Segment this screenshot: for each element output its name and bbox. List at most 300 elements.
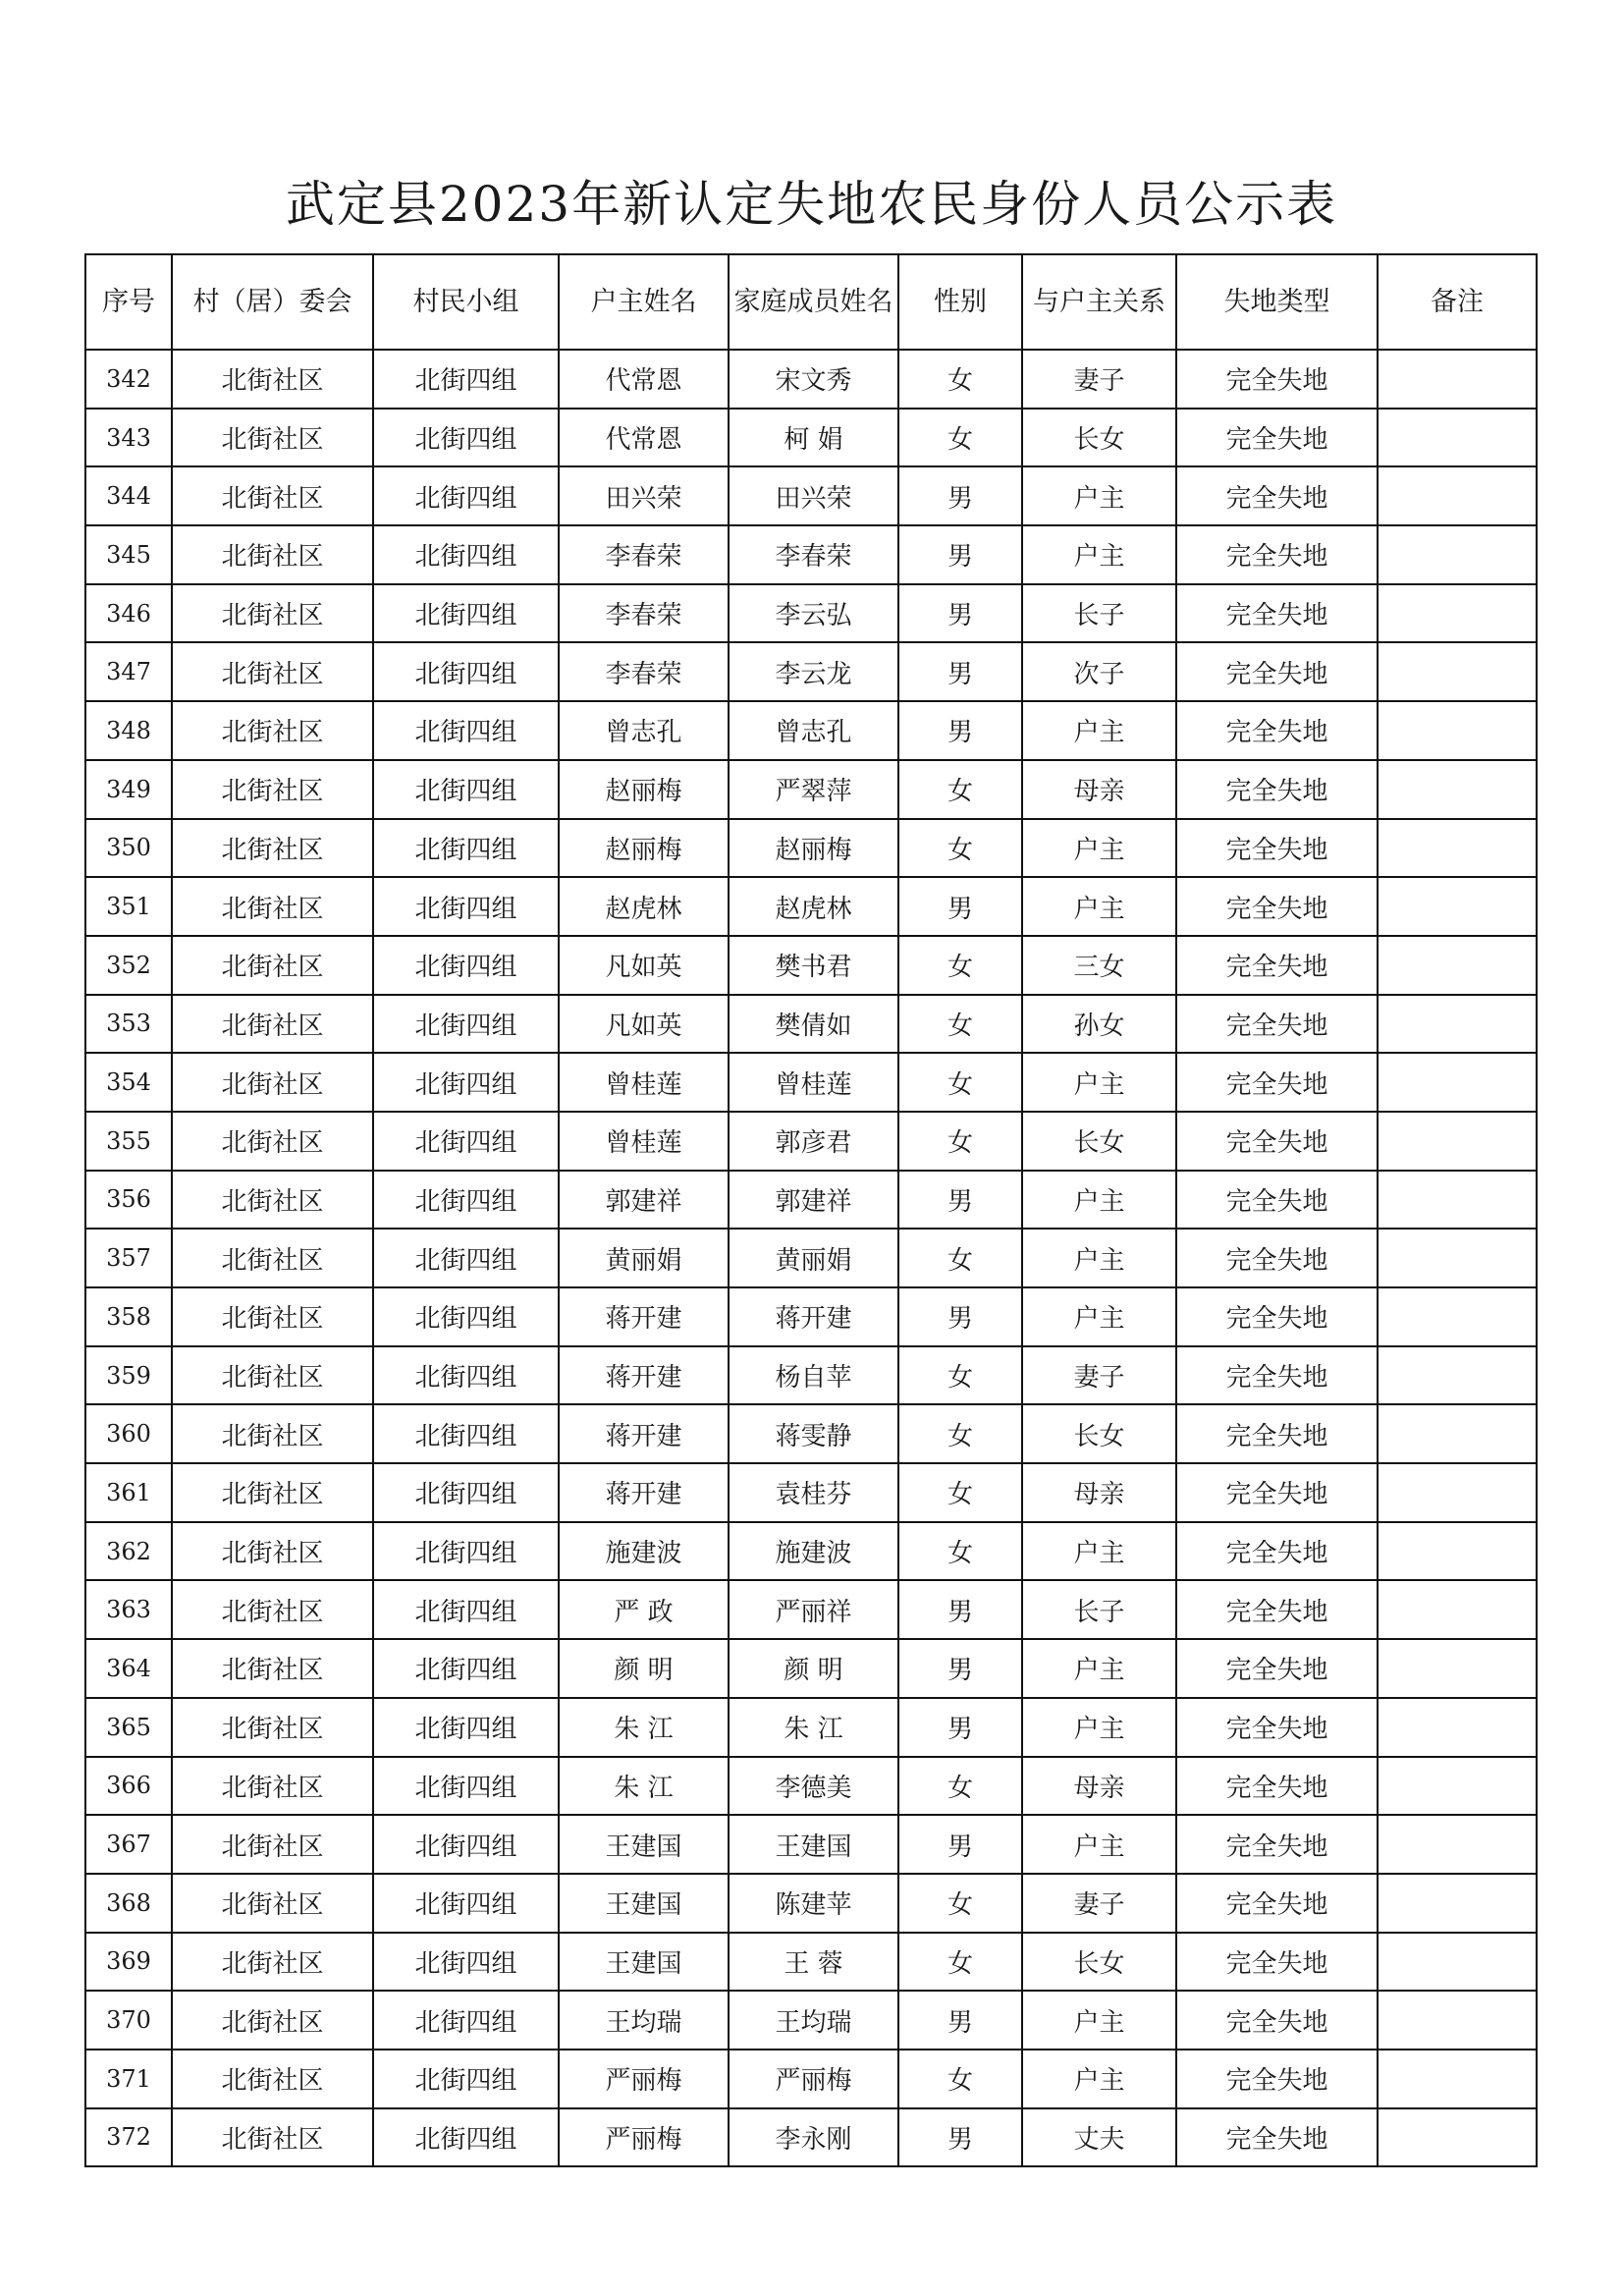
cell-member: 朱 江	[729, 1698, 898, 1757]
cell-land-type: 完全失地	[1176, 1991, 1378, 2050]
cell-relation: 户主	[1022, 1171, 1176, 1230]
cell-village: 北街社区	[172, 1171, 373, 1230]
cell-member: 樊倩如	[729, 995, 898, 1054]
cell-head: 王建国	[559, 1815, 729, 1874]
cell-relation: 户主	[1022, 1815, 1176, 1874]
cell-head: 朱 江	[559, 1757, 729, 1816]
cell-member: 赵虎林	[729, 877, 898, 936]
cell-note	[1378, 1112, 1537, 1171]
cell-village: 北街社区	[172, 1991, 373, 2050]
cell-member: 李云龙	[729, 642, 898, 701]
cell-land-type: 完全失地	[1176, 1698, 1378, 1757]
cell-note	[1378, 1522, 1537, 1581]
cell-village: 北街社区	[172, 584, 373, 643]
cell-relation: 户主	[1022, 877, 1176, 936]
cell-seq: 364	[85, 1639, 172, 1698]
cell-member: 黄丽娟	[729, 1229, 898, 1287]
cell-group: 北街四组	[373, 1639, 559, 1698]
cell-relation: 次子	[1022, 642, 1176, 701]
table-row	[85, 1053, 1537, 1112]
cell-gender: 男	[898, 584, 1022, 643]
table-row	[85, 1580, 1537, 1639]
cell-member: 蒋雯静	[729, 1404, 898, 1463]
cell-seq: 367	[85, 1815, 172, 1874]
cell-seq: 351	[85, 877, 172, 936]
cell-seq: 360	[85, 1404, 172, 1463]
cell-gender: 女	[898, 409, 1022, 467]
cell-seq: 346	[85, 584, 172, 643]
cell-member: 王建国	[729, 1815, 898, 1874]
cell-gender: 女	[898, 2050, 1022, 2108]
header-row	[85, 254, 1537, 350]
cell-relation: 长女	[1022, 1404, 1176, 1463]
cell-member: 曾志孔	[729, 701, 898, 760]
cell-group: 北街四组	[373, 409, 559, 467]
cell-seq: 345	[85, 525, 172, 584]
cell-relation: 户主	[1022, 1229, 1176, 1287]
cell-village: 北街社区	[172, 1639, 373, 1698]
cell-note	[1378, 760, 1537, 819]
cell-note	[1378, 2050, 1537, 2108]
cell-gender: 男	[898, 642, 1022, 701]
cell-group: 北街四组	[373, 525, 559, 584]
cell-seq: 365	[85, 1698, 172, 1757]
table-row	[85, 1463, 1537, 1522]
cell-head: 严丽梅	[559, 2050, 729, 2108]
cell-seq: 357	[85, 1229, 172, 1287]
cell-head: 蒋开建	[559, 1287, 729, 1346]
cell-land-type: 完全失地	[1176, 1639, 1378, 1698]
cell-note	[1378, 409, 1537, 467]
cell-land-type: 完全失地	[1176, 2108, 1378, 2167]
table-row	[85, 1757, 1537, 1816]
table-row	[85, 642, 1537, 701]
cell-land-type: 完全失地	[1176, 409, 1378, 467]
cell-note	[1378, 2108, 1537, 2167]
cell-gender: 男	[898, 877, 1022, 936]
cell-head: 王建国	[559, 1933, 729, 1992]
cell-member: 柯 娟	[729, 409, 898, 467]
cell-gender: 女	[898, 995, 1022, 1054]
cell-note	[1378, 877, 1537, 936]
cell-head: 施建波	[559, 1522, 729, 1581]
cell-village: 北街社区	[172, 1112, 373, 1171]
cell-village: 北街社区	[172, 701, 373, 760]
cell-relation: 户主	[1022, 1287, 1176, 1346]
cell-note	[1378, 1874, 1537, 1933]
cell-relation: 长女	[1022, 409, 1176, 467]
table-row	[85, 995, 1537, 1054]
cell-head: 李春荣	[559, 584, 729, 643]
cell-note	[1378, 1171, 1537, 1230]
cell-village: 北街社区	[172, 819, 373, 878]
cell-gender: 男	[898, 525, 1022, 584]
cell-relation: 户主	[1022, 701, 1176, 760]
cell-seq: 355	[85, 1112, 172, 1171]
cell-group: 北街四组	[373, 2050, 559, 2108]
cell-group: 北街四组	[373, 819, 559, 878]
cell-seq: 362	[85, 1522, 172, 1581]
cell-seq: 354	[85, 1053, 172, 1112]
cell-member: 袁桂芬	[729, 1463, 898, 1522]
cell-village: 北街社区	[172, 409, 373, 467]
cell-village: 北街社区	[172, 1053, 373, 1112]
cell-seq: 353	[85, 995, 172, 1054]
cell-group: 北街四组	[373, 1580, 559, 1639]
cell-seq: 370	[85, 1991, 172, 2050]
cell-gender: 男	[898, 1815, 1022, 1874]
cell-note	[1378, 1404, 1537, 1463]
cell-group: 北街四组	[373, 995, 559, 1054]
cell-member: 王均瑞	[729, 1991, 898, 2050]
cell-note	[1378, 1053, 1537, 1112]
cell-head: 王均瑞	[559, 1991, 729, 2050]
cell-land-type: 完全失地	[1176, 936, 1378, 995]
cell-relation: 妻子	[1022, 350, 1176, 409]
table-row	[85, 1815, 1537, 1874]
cell-group: 北街四组	[373, 466, 559, 525]
cell-seq: 356	[85, 1171, 172, 1230]
cell-group: 北街四组	[373, 1229, 559, 1287]
cell-seq: 366	[85, 1757, 172, 1816]
cell-relation: 丈夫	[1022, 2108, 1176, 2167]
cell-head: 代常恩	[559, 350, 729, 409]
cell-gender: 男	[898, 1991, 1022, 2050]
cell-village: 北街社区	[172, 1522, 373, 1581]
cell-land-type: 完全失地	[1176, 1112, 1378, 1171]
cell-relation: 户主	[1022, 1991, 1176, 2050]
cell-land-type: 完全失地	[1176, 1287, 1378, 1346]
header-member: 家庭成员姓名	[729, 254, 898, 350]
cell-group: 北街四组	[373, 1287, 559, 1346]
cell-village: 北街社区	[172, 2050, 373, 2108]
cell-member: 严丽梅	[729, 2050, 898, 2108]
cell-relation: 长子	[1022, 1580, 1176, 1639]
cell-gender: 男	[898, 1287, 1022, 1346]
cell-land-type: 完全失地	[1176, 350, 1378, 409]
table-row	[85, 936, 1537, 995]
cell-note	[1378, 936, 1537, 995]
cell-relation: 母亲	[1022, 760, 1176, 819]
cell-group: 北街四组	[373, 1112, 559, 1171]
table-row	[85, 1991, 1537, 2050]
cell-land-type: 完全失地	[1176, 1522, 1378, 1581]
cell-land-type: 完全失地	[1176, 584, 1378, 643]
cell-relation: 户主	[1022, 819, 1176, 878]
table-row	[85, 1112, 1537, 1171]
cell-relation: 妻子	[1022, 1874, 1176, 1933]
table-row	[85, 1933, 1537, 1992]
cell-head: 严丽梅	[559, 2108, 729, 2167]
header-land-type: 失地类型	[1176, 254, 1378, 350]
cell-land-type: 完全失地	[1176, 1346, 1378, 1405]
cell-relation: 户主	[1022, 1053, 1176, 1112]
cell-relation: 长女	[1022, 1112, 1176, 1171]
cell-seq: 350	[85, 819, 172, 878]
cell-seq: 369	[85, 1933, 172, 1992]
table-row	[85, 1522, 1537, 1581]
cell-seq: 359	[85, 1346, 172, 1405]
cell-land-type: 完全失地	[1176, 760, 1378, 819]
cell-gender: 男	[898, 1639, 1022, 1698]
cell-relation: 孙女	[1022, 995, 1176, 1054]
cell-land-type: 完全失地	[1176, 877, 1378, 936]
cell-seq: 361	[85, 1463, 172, 1522]
cell-head: 郭建祥	[559, 1171, 729, 1230]
cell-seq: 371	[85, 2050, 172, 2108]
cell-group: 北街四组	[373, 1053, 559, 1112]
cell-member: 施建波	[729, 1522, 898, 1581]
cell-relation: 户主	[1022, 1639, 1176, 1698]
cell-head: 赵丽梅	[559, 819, 729, 878]
cell-note	[1378, 1463, 1537, 1522]
table-row	[85, 1698, 1537, 1757]
cell-gender: 男	[898, 1698, 1022, 1757]
cell-village: 北街社区	[172, 466, 373, 525]
cell-relation: 母亲	[1022, 1757, 1176, 1816]
table-row	[85, 584, 1537, 643]
cell-head: 李春荣	[559, 525, 729, 584]
cell-village: 北街社区	[172, 1815, 373, 1874]
header-relation: 与户主关系	[1022, 254, 1176, 350]
cell-gender: 男	[898, 2108, 1022, 2167]
cell-village: 北街社区	[172, 1463, 373, 1522]
roster-table	[84, 253, 1538, 2167]
cell-village: 北街社区	[172, 2108, 373, 2167]
cell-member: 杨自苹	[729, 1346, 898, 1405]
cell-land-type: 完全失地	[1176, 1580, 1378, 1639]
cell-land-type: 完全失地	[1176, 1404, 1378, 1463]
cell-note	[1378, 466, 1537, 525]
table-row	[85, 819, 1537, 878]
cell-member: 王 蓉	[729, 1933, 898, 1992]
cell-seq: 344	[85, 466, 172, 525]
cell-group: 北街四组	[373, 1404, 559, 1463]
cell-land-type: 完全失地	[1176, 1463, 1378, 1522]
cell-head: 颜 明	[559, 1639, 729, 1698]
cell-land-type: 完全失地	[1176, 1933, 1378, 1992]
cell-note	[1378, 1346, 1537, 1405]
cell-member: 李春荣	[729, 525, 898, 584]
table-row	[85, 1229, 1537, 1287]
cell-village: 北街社区	[172, 760, 373, 819]
cell-gender: 女	[898, 1757, 1022, 1816]
cell-land-type: 完全失地	[1176, 995, 1378, 1054]
table-row	[85, 877, 1537, 936]
cell-member: 樊书君	[729, 936, 898, 995]
cell-note	[1378, 701, 1537, 760]
cell-note	[1378, 1639, 1537, 1698]
table-row	[85, 1346, 1537, 1405]
cell-head: 代常恩	[559, 409, 729, 467]
cell-note	[1378, 995, 1537, 1054]
header-village: 村（居）委会	[172, 254, 373, 350]
cell-note	[1378, 1757, 1537, 1816]
cell-gender: 女	[898, 1112, 1022, 1171]
cell-gender: 女	[898, 1874, 1022, 1933]
cell-seq: 349	[85, 760, 172, 819]
cell-land-type: 完全失地	[1176, 1874, 1378, 1933]
cell-member: 宋文秀	[729, 350, 898, 409]
cell-note	[1378, 1815, 1537, 1874]
cell-member: 田兴荣	[729, 466, 898, 525]
cell-seq: 347	[85, 642, 172, 701]
cell-seq: 352	[85, 936, 172, 995]
cell-head: 曾志孔	[559, 701, 729, 760]
cell-group: 北街四组	[373, 1815, 559, 1874]
cell-head: 严 政	[559, 1580, 729, 1639]
cell-village: 北街社区	[172, 1346, 373, 1405]
cell-head: 田兴荣	[559, 466, 729, 525]
cell-seq: 342	[85, 350, 172, 409]
cell-head: 赵丽梅	[559, 760, 729, 819]
table-header	[85, 254, 1537, 350]
cell-head: 赵虎林	[559, 877, 729, 936]
cell-note	[1378, 584, 1537, 643]
cell-member: 陈建苹	[729, 1874, 898, 1933]
cell-head: 朱 江	[559, 1698, 729, 1757]
cell-gender: 女	[898, 819, 1022, 878]
cell-head: 凡如英	[559, 995, 729, 1054]
cell-village: 北街社区	[172, 995, 373, 1054]
cell-group: 北街四组	[373, 2108, 559, 2167]
table-row	[85, 350, 1537, 409]
cell-group: 北街四组	[373, 760, 559, 819]
cell-note	[1378, 1580, 1537, 1639]
table-row	[85, 701, 1537, 760]
cell-relation: 户主	[1022, 1698, 1176, 1757]
cell-note	[1378, 525, 1537, 584]
cell-gender: 女	[898, 350, 1022, 409]
cell-group: 北街四组	[373, 936, 559, 995]
cell-head: 蒋开建	[559, 1346, 729, 1405]
cell-note	[1378, 1698, 1537, 1757]
header-head: 户主姓名	[559, 254, 729, 350]
cell-group: 北街四组	[373, 701, 559, 760]
cell-group: 北街四组	[373, 1933, 559, 1992]
cell-land-type: 完全失地	[1176, 525, 1378, 584]
cell-member: 颜 明	[729, 1639, 898, 1698]
cell-land-type: 完全失地	[1176, 819, 1378, 878]
page-title: 武定县2023年新认定失地农民身份人员公示表	[285, 176, 1338, 233]
cell-member: 曾桂莲	[729, 1053, 898, 1112]
cell-head: 李春荣	[559, 642, 729, 701]
cell-member: 李云弘	[729, 584, 898, 643]
table-row	[85, 1404, 1537, 1463]
cell-relation: 母亲	[1022, 1463, 1176, 1522]
cell-land-type: 完全失地	[1176, 466, 1378, 525]
cell-village: 北街社区	[172, 1404, 373, 1463]
cell-member: 严丽祥	[729, 1580, 898, 1639]
cell-relation: 长女	[1022, 1933, 1176, 1992]
cell-gender: 女	[898, 1229, 1022, 1287]
cell-member: 蒋开建	[729, 1287, 898, 1346]
cell-land-type: 完全失地	[1176, 701, 1378, 760]
cell-seq: 343	[85, 409, 172, 467]
cell-seq: 358	[85, 1287, 172, 1346]
cell-village: 北街社区	[172, 1580, 373, 1639]
cell-village: 北街社区	[172, 1933, 373, 1992]
table-body	[85, 350, 1537, 2166]
cell-village: 北街社区	[172, 525, 373, 584]
cell-member: 郭建祥	[729, 1171, 898, 1230]
cell-gender: 女	[898, 936, 1022, 995]
table-row	[85, 2108, 1537, 2167]
cell-group: 北街四组	[373, 877, 559, 936]
cell-gender: 女	[898, 1053, 1022, 1112]
cell-note	[1378, 819, 1537, 878]
table-row	[85, 1639, 1537, 1698]
cell-gender: 男	[898, 466, 1022, 525]
cell-gender: 女	[898, 760, 1022, 819]
cell-group: 北街四组	[373, 1698, 559, 1757]
cell-gender: 女	[898, 1933, 1022, 1992]
cell-head: 蒋开建	[559, 1463, 729, 1522]
cell-head: 凡如英	[559, 936, 729, 995]
cell-head: 曾桂莲	[559, 1112, 729, 1171]
cell-gender: 女	[898, 1346, 1022, 1405]
cell-member: 郭彦君	[729, 1112, 898, 1171]
cell-relation: 长子	[1022, 584, 1176, 643]
cell-land-type: 完全失地	[1176, 1757, 1378, 1816]
cell-group: 北街四组	[373, 350, 559, 409]
cell-group: 北街四组	[373, 1991, 559, 2050]
cell-note	[1378, 642, 1537, 701]
cell-head: 曾桂莲	[559, 1053, 729, 1112]
cell-village: 北街社区	[172, 1229, 373, 1287]
cell-relation: 户主	[1022, 2050, 1176, 2108]
cell-land-type: 完全失地	[1176, 1171, 1378, 1230]
cell-group: 北街四组	[373, 1463, 559, 1522]
cell-head: 王建国	[559, 1874, 729, 1933]
cell-gender: 女	[898, 1463, 1022, 1522]
cell-land-type: 完全失地	[1176, 1229, 1378, 1287]
cell-head: 蒋开建	[559, 1404, 729, 1463]
cell-note	[1378, 1933, 1537, 1992]
cell-village: 北街社区	[172, 642, 373, 701]
header-group: 村民小组	[373, 254, 559, 350]
cell-member: 李德美	[729, 1757, 898, 1816]
cell-seq: 363	[85, 1580, 172, 1639]
cell-village: 北街社区	[172, 1757, 373, 1816]
cell-gender: 女	[898, 1404, 1022, 1463]
cell-head: 黄丽娟	[559, 1229, 729, 1287]
cell-gender: 男	[898, 1580, 1022, 1639]
cell-seq: 348	[85, 701, 172, 760]
table-row	[85, 466, 1537, 525]
table-row	[85, 409, 1537, 467]
cell-relation: 三女	[1022, 936, 1176, 995]
cell-group: 北街四组	[373, 1171, 559, 1230]
cell-relation: 户主	[1022, 466, 1176, 525]
cell-gender: 男	[898, 701, 1022, 760]
cell-village: 北街社区	[172, 350, 373, 409]
cell-land-type: 完全失地	[1176, 2050, 1378, 2108]
header-note: 备注	[1378, 254, 1537, 350]
cell-village: 北街社区	[172, 1287, 373, 1346]
cell-note	[1378, 1287, 1537, 1346]
cell-gender: 男	[898, 1171, 1022, 1230]
cell-member: 李永刚	[729, 2108, 898, 2167]
header-gender: 性别	[898, 254, 1022, 350]
cell-note	[1378, 350, 1537, 409]
cell-land-type: 完全失地	[1176, 642, 1378, 701]
cell-seq: 372	[85, 2108, 172, 2167]
cell-seq: 368	[85, 1874, 172, 1933]
cell-group: 北街四组	[373, 1874, 559, 1933]
cell-note	[1378, 1991, 1537, 2050]
table-row	[85, 525, 1537, 584]
